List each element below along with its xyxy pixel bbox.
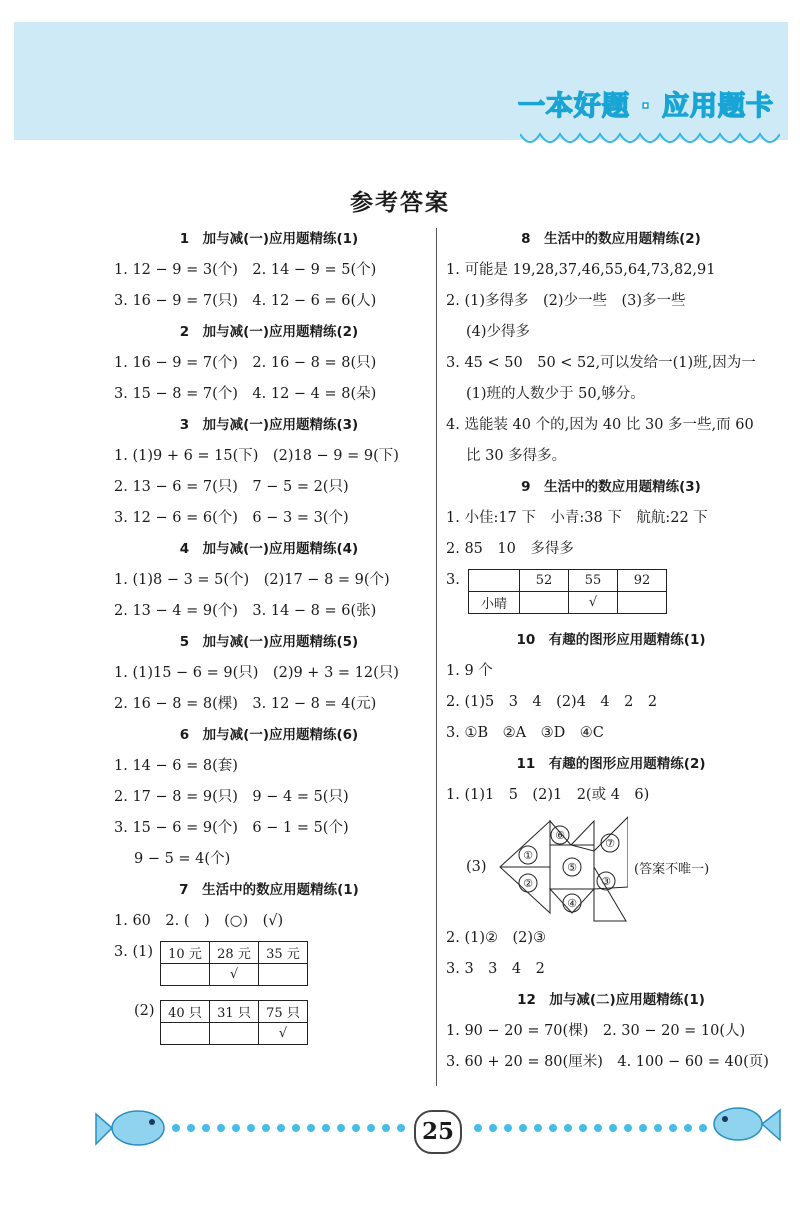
answer-line: 比 30 多得多。 <box>466 448 567 464</box>
check-mark: √ <box>259 1023 308 1045</box>
answer-line: 3. 15 − 8 = 7(个) 4. 12 − 4 = 8(朵) <box>114 386 377 402</box>
table-cell: 52 <box>520 570 569 592</box>
question-number: (2) <box>134 1003 155 1019</box>
answer-line: 2. 16 − 8 = 8(棵) 3. 12 − 8 = 4(元) <box>114 696 377 712</box>
footer-decoration <box>0 1102 800 1162</box>
answer-line: 3. 15 − 6 = 9(个) 6 − 1 = 5(个) <box>114 820 349 836</box>
table-cell <box>618 592 667 614</box>
price-table <box>160 941 308 986</box>
answer-note: (答案不唯一) <box>634 861 710 877</box>
table-cell <box>469 570 520 592</box>
question-number: 3. (1) <box>114 944 153 960</box>
answer-line: 1. (1)9 + 6 = 15(下) (2)18 − 9 = 9(下) <box>114 448 399 464</box>
left-column <box>114 224 424 1045</box>
question-number: 3. <box>446 572 460 588</box>
fish-icon <box>96 1111 164 1145</box>
answer-line: 1. (1)15 − 6 = 9(只) (2)9 + 3 = 12(只) <box>114 665 399 681</box>
table-cell: 92 <box>618 570 667 592</box>
section-title: 4 加与减(一)应用题精练(4) <box>179 541 359 557</box>
answer-line: 1. 14 − 6 = 8(套) <box>114 758 238 774</box>
tangram-piece-label: ⑥ <box>555 829 565 842</box>
answer-table-row <box>114 941 424 986</box>
page-title: 参考答案 <box>350 190 450 216</box>
table-cell: 小晴 <box>469 592 520 614</box>
table-cell: 75 只 <box>259 1001 308 1023</box>
table-cell <box>161 964 210 986</box>
check-mark: √ <box>210 964 259 986</box>
answer-line: 1. 小佳:17 下 小青:38 下 航航:22 下 <box>446 510 708 526</box>
table-cell <box>259 964 308 986</box>
count-table <box>160 1000 308 1045</box>
tangram-fish-figure <box>498 811 628 923</box>
comparison-table <box>468 569 667 614</box>
answer-line: 2. 13 − 6 = 7(只) 7 − 5 = 2(只) <box>114 479 349 495</box>
answer-line: (4)少得多 <box>466 324 531 340</box>
tangram-piece-label: ① <box>523 849 533 862</box>
tangram-figure-row <box>446 811 776 923</box>
section-title: 6 加与减(一)应用题精练(6) <box>179 727 359 743</box>
answer-line: 3. 3 3 4 2 <box>446 961 545 977</box>
answer-line: 3. ①B ②A ③D ④C <box>446 725 604 741</box>
tangram-piece-label: ② <box>523 877 533 890</box>
tangram-piece-label: ⑦ <box>605 837 615 850</box>
check-mark: √ <box>569 592 618 614</box>
section-title: 5 加与减(一)应用题精练(5) <box>179 634 359 650</box>
answer-line: 1. (1)8 − 3 = 5(个) (2)17 − 8 = 9(个) <box>114 572 390 588</box>
table-cell: 55 <box>569 570 618 592</box>
section-title: 3 加与减(一)应用题精练(3) <box>179 417 359 433</box>
answer-line: 1. 9 个 <box>446 663 493 679</box>
table-cell <box>161 1023 210 1045</box>
right-column <box>446 224 776 1078</box>
tangram-piece-label: ⑤ <box>567 861 577 874</box>
answer-line: 3. 16 − 9 = 7(只) 4. 12 − 6 = 6(人) <box>114 293 377 309</box>
fish-icon <box>714 1108 780 1140</box>
section-title: 10 有趣的图形应用题精练(1) <box>516 632 706 648</box>
answer-line: (1)班的人数少于 50,够分。 <box>466 386 645 402</box>
table-cell <box>210 1023 259 1045</box>
answer-line: 1. 16 − 9 = 7(个) 2. 16 − 8 = 8(只) <box>114 355 377 371</box>
tangram-piece-label: ④ <box>567 897 577 910</box>
answer-line: 1. (1)1 5 (2)1 2(或 4 6) <box>446 787 650 803</box>
section-title: 8 生活中的数应用题精练(2) <box>521 231 701 247</box>
answer-line: 4. 选能装 40 个的,因为 40 比 30 多一些,而 60 <box>446 417 754 433</box>
answer-line: 3. 60 + 20 = 80(厘米) 4. 100 − 60 = 40(页) <box>446 1054 769 1070</box>
table-cell: 35 元 <box>259 942 308 964</box>
section-title: 2 加与减(一)应用题精练(2) <box>179 324 359 340</box>
answer-line: 2. 17 − 8 = 9(只) 9 − 4 = 5(只) <box>114 789 349 805</box>
table-cell: 28 元 <box>210 942 259 964</box>
header-title: 一本好题 · 应用题卡 <box>517 91 774 122</box>
section-title: 11 有趣的图形应用题精练(2) <box>516 756 706 772</box>
answer-line: 3. 12 − 6 = 6(个) 6 − 3 = 3(个) <box>114 510 349 526</box>
answer-line: 1. 90 − 20 = 70(棵) 2. 30 − 20 = 10(人) <box>446 1023 746 1039</box>
column-divider <box>436 228 437 1086</box>
section-title: 1 加与减(一)应用题精练(1) <box>179 231 359 247</box>
answer-line: 2. 13 − 4 = 9(个) 3. 14 − 8 = 6(张) <box>114 603 377 619</box>
section-title: 7 生活中的数应用题精练(1) <box>179 882 359 898</box>
answer-line: 2. (1)② (2)③ <box>446 930 547 946</box>
answer-line: 2. (1)多得多 (2)少一些 (3)多一些 <box>446 293 686 309</box>
table-cell <box>520 592 569 614</box>
section-title: 12 加与减(二)应用题精练(1) <box>517 992 705 1008</box>
answer-line: 1. 12 − 9 = 3(个) 2. 14 − 9 = 5(个) <box>114 262 377 278</box>
scallop-decoration <box>520 128 780 158</box>
question-number: (3) <box>466 859 487 875</box>
answer-table-row <box>446 569 776 625</box>
answer-line: 1. 可能是 19,28,37,46,55,64,73,82,91 <box>446 262 716 278</box>
answer-line: 9 − 5 = 4(个) <box>134 851 231 867</box>
table-cell: 10 元 <box>161 942 210 964</box>
table-cell: 40 只 <box>161 1001 210 1023</box>
tangram-piece-label: ③ <box>601 875 611 888</box>
answer-line: 3. 45 < 50 50 < 52,可以发给一(1)班,因为一 <box>446 355 756 371</box>
table-cell: 31 只 <box>210 1001 259 1023</box>
answer-table-row <box>114 1000 424 1045</box>
section-title: 9 生活中的数应用题精练(3) <box>521 479 701 495</box>
page-number: 25 <box>414 1110 462 1154</box>
answer-line: 1. 60 2. ( ) (○) (√) <box>114 913 284 929</box>
answer-line: 2. 85 10 多得多 <box>446 541 574 557</box>
answer-line: 2. (1)5 3 4 (2)4 4 2 2 <box>446 694 658 710</box>
